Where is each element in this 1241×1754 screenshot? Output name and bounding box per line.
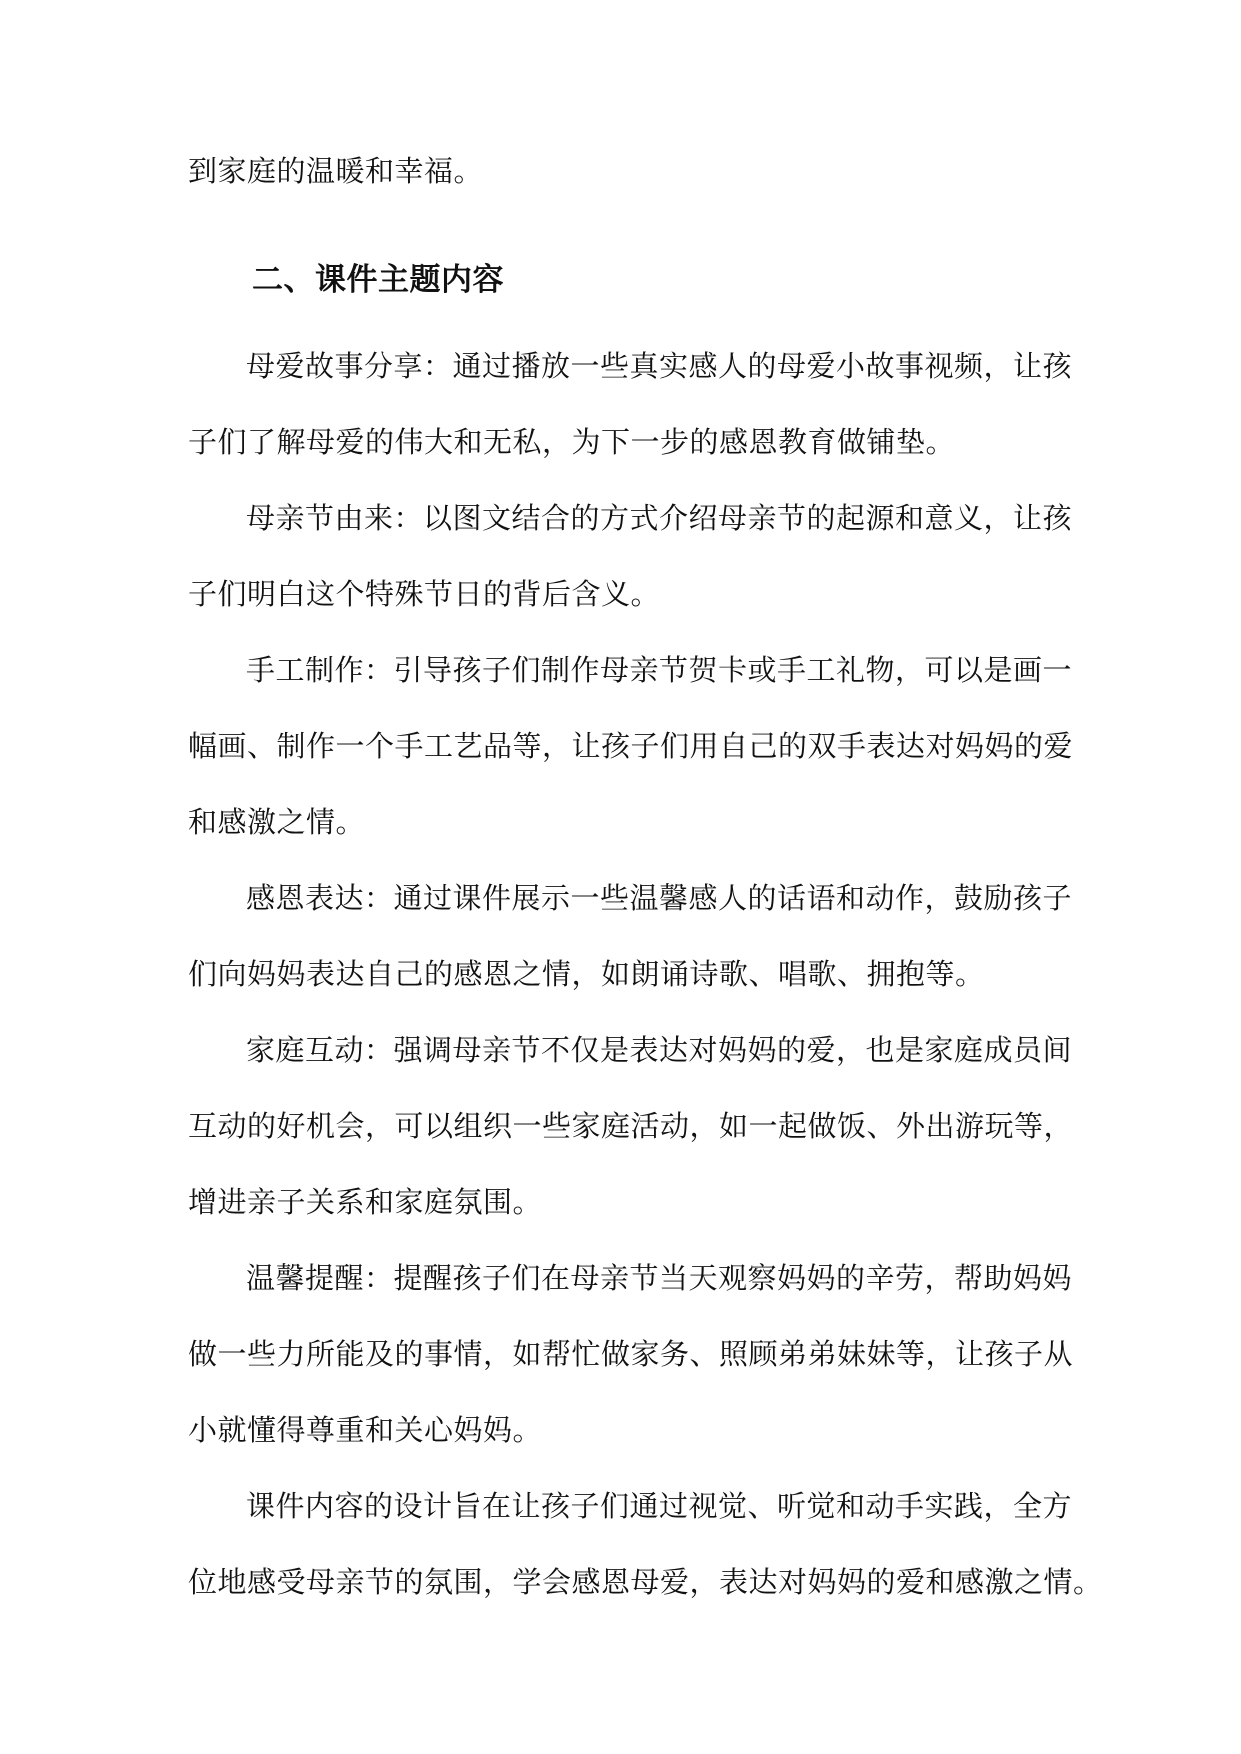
paragraph-line: 子们明白这个特殊节日的背后含义。 [188,577,661,611]
paragraph-line: 互动的好机会，可以组织一些家庭活动，如一起做饭、外出游玩等， [188,1109,1074,1143]
paragraph-line: 幅画、制作一个手工艺品等，让孩子们用自己的双手表达对妈妈的爱 [188,729,1074,763]
paragraph-line: 们向妈妈表达自己的感恩之情，如朗诵诗歌、唱歌、拥抱等。 [188,957,985,991]
paragraph-line: 手工制作：引导孩子们制作母亲节贺卡或手工礼物，可以是画一 [246,653,1073,687]
paragraph-line: 小就懂得尊重和关心妈妈。 [188,1413,543,1447]
continuation-line: 到家庭的温暖和幸福。 [188,154,484,188]
section-heading: 二、课件主题内容 [252,262,504,298]
paragraph-line: 位地感受母亲节的氛围，学会感恩母爱，表达对妈妈的爱和感激之情。 [188,1565,1103,1599]
paragraph-line: 母爱故事分享：通过播放一些真实感人的母爱小故事视频，让孩 [246,349,1073,383]
paragraph-line: 家庭互动：强调母亲节不仅是表达对妈妈的爱，也是家庭成员间 [246,1033,1073,1067]
paragraph-line: 感恩表达：通过课件展示一些温馨感人的话语和动作，鼓励孩子 [246,881,1073,915]
paragraph-line: 增进亲子关系和家庭氛围。 [188,1185,543,1219]
paragraph-line: 做一些力所能及的事情，如帮忙做家务、照顾弟弟妹妹等，让孩子从 [188,1337,1074,1371]
paragraph-line: 和感激之情。 [188,805,366,839]
paragraph-line: 温馨提醒：提醒孩子们在母亲节当天观察妈妈的辛劳，帮助妈妈 [246,1261,1073,1295]
paragraph-line: 课件内容的设计旨在让孩子们通过视觉、听觉和动手实践，全方 [246,1489,1073,1523]
paragraph-line: 母亲节由来：以图文结合的方式介绍母亲节的起源和意义，让孩 [246,501,1073,535]
paragraph-line: 子们了解母爱的伟大和无私，为下一步的感恩教育做铺垫。 [188,425,956,459]
